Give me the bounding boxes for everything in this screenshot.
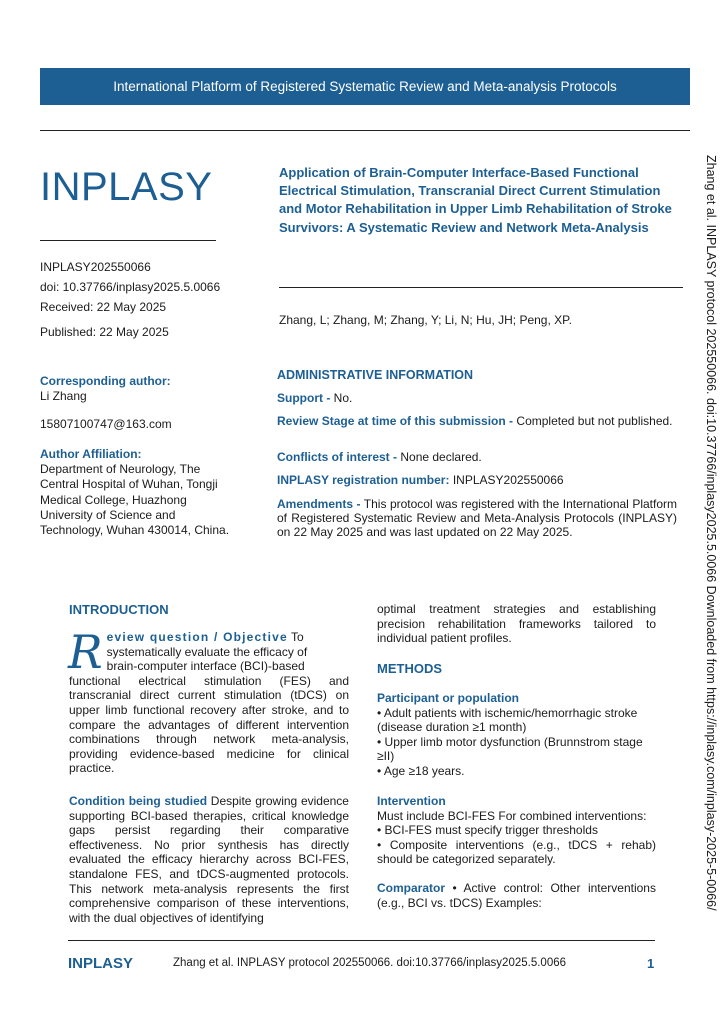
registration-label: INPLASY registration number: <box>277 473 450 487</box>
admin-heading: ADMINISTRATIVE INFORMATION <box>277 368 474 382</box>
intervention-item: Must include BCI-FES For combined interventions: <box>377 808 647 823</box>
review-question-line: systematically evaluate the efficacy of <box>106 644 308 659</box>
intervention-section <box>377 794 656 867</box>
review-question-label: eview question / Objective <box>106 630 288 644</box>
paper-title: Application of Brain-Computer Interface-Based Functional Electrical Stimulation, Transcranial Direct Current Stimulation and Motor Rehabilitation in Upper Limb Rehabilitation of Stroke Survivors: A Systematic Review and Network Meta-Analysis <box>279 165 672 235</box>
title-divider <box>279 287 683 288</box>
author-affiliation <box>40 447 238 538</box>
author-list: Zhang, L; Zhang, M; Zhang, Y; Li, N; Hu, JH; Peng, XP. <box>279 313 572 327</box>
corresponding-email[interactable]: 15807100747@163.com <box>40 417 172 431</box>
intervention-item: • BCI-FES must specify trigger thresholds <box>377 823 598 838</box>
conflicts-row <box>277 450 677 464</box>
participant-section <box>377 691 656 779</box>
review-stage-row <box>277 414 677 428</box>
support-label: Support - <box>277 391 331 405</box>
amendments-value: This protocol was registered with the International Platform of Registered Systematic Review and Meta-Analysis Protocols (INPLASY) on 22 May 2025 and was last updated on 22 May 2025. <box>277 497 677 539</box>
registration-value: INPLASY202550066 <box>452 473 564 487</box>
received-date: Received: 22 May 2025 <box>40 300 167 314</box>
footer-logo: INPLASY <box>68 955 134 972</box>
header-divider <box>40 130 690 131</box>
intervention-item: • Composite interventions (e.g., tDCS + rehab) should be categorized separately. <box>377 837 656 867</box>
review-question-lead: To <box>291 630 304 644</box>
comparator-label: Comparator <box>377 881 446 895</box>
review-question-line: brain-computer interface (BCI)-based <box>106 659 305 674</box>
page-number: 1 <box>647 956 655 971</box>
conflicts-label: Conflicts of interest - <box>277 450 398 464</box>
methods-heading: METHODS <box>377 661 442 676</box>
protocol-id: INPLASY202550066 <box>40 260 151 274</box>
logo-divider <box>40 240 216 241</box>
support-row <box>277 391 677 405</box>
registration-row <box>277 473 677 487</box>
support-value: No. <box>333 391 353 405</box>
journal-banner: International Platform of Registered Systematic Review and Meta-analysis Protocols <box>40 68 690 105</box>
affiliation-label: Author Affiliation: <box>40 447 142 461</box>
comparator-paragraph <box>377 881 656 910</box>
download-citation-margin: Zhang et al. INPLASY protocol 202550066. doi:10.37766/inplasy2025.5.0066 Downloaded from https://inplasy.com/inplasy-2025-5-0066/ <box>704 155 718 911</box>
review-question <box>68 625 349 776</box>
introduction-heading: INTRODUCTION <box>69 602 169 617</box>
footer-citation: Zhang et al. INPLASY protocol 202550066. doi:10.37766/inplasy2025.5.0066 <box>173 957 567 969</box>
intro-continued: optimal treatment strategies and establishing precision rehabilitation frameworks tailored to individual patient profiles. <box>377 602 656 646</box>
condition-text: Despite growing evidence supporting BCI-based therapies, critical knowledge gaps persist regarding their comparative effectiveness. No prior synthesis has directly evaluated the efficacy hierarchy across BCI-FES, standalone FES, and tDCS-augmented protocols. This network meta-analysis represents the first comprehensive comparison of these interventions, with the dual objectives of identifying <box>69 794 349 925</box>
published-date: Published: 22 May 2025 <box>40 325 169 339</box>
condition-label: Condition being studied <box>69 794 208 808</box>
inplasy-logo: INPLASY <box>40 165 213 209</box>
amendments-label: Amendments - <box>277 497 361 511</box>
corresponding-label: Corresponding author: <box>40 374 171 388</box>
corresponding-author <box>40 374 240 404</box>
review-stage-value: Completed but not published. <box>516 414 673 428</box>
participant-item: • Adult patients with ischemic/hemorrhagic stroke (disease duration ≥1 month) <box>377 705 638 735</box>
participant-label: Participant or population <box>377 691 520 705</box>
comparator-text: • Active control: Other interventions (e.g., BCI vs. tDCS) Examples: <box>377 881 656 910</box>
participant-item: • Upper limb motor dysfunction (Brunnstrom stage ≥II) <box>377 734 643 764</box>
corresponding-name: Li Zhang <box>40 389 87 404</box>
amendments-row <box>277 497 677 539</box>
participant-item: • Age ≥18 years. <box>377 763 465 778</box>
condition-paragraph <box>69 794 349 925</box>
review-question-text: functional electrical stimulation (FES) and transcranial direct current stimulation (tDCS) on upper limb functional recovery after stroke, and to compare the advantages of different intervention combinations through network meta-analysis, providing evidence-based medicine for clinical practice. <box>69 673 349 776</box>
affiliation-text: Department of Neurology, The Central Hospital of Wuhan, Tongji Medical College, Huazhong University of Science and Technology, Wuhan 430014, China. <box>40 462 230 538</box>
intervention-label: Intervention <box>377 794 446 808</box>
review-stage-label: Review Stage at time of this submission - <box>277 414 514 428</box>
dropcap-letter: R <box>68 625 103 679</box>
doi-link[interactable]: doi: 10.37766/inplasy2025.5.0066 <box>40 280 221 294</box>
conflicts-value: None declared. <box>400 450 482 464</box>
footer-divider <box>68 940 655 941</box>
